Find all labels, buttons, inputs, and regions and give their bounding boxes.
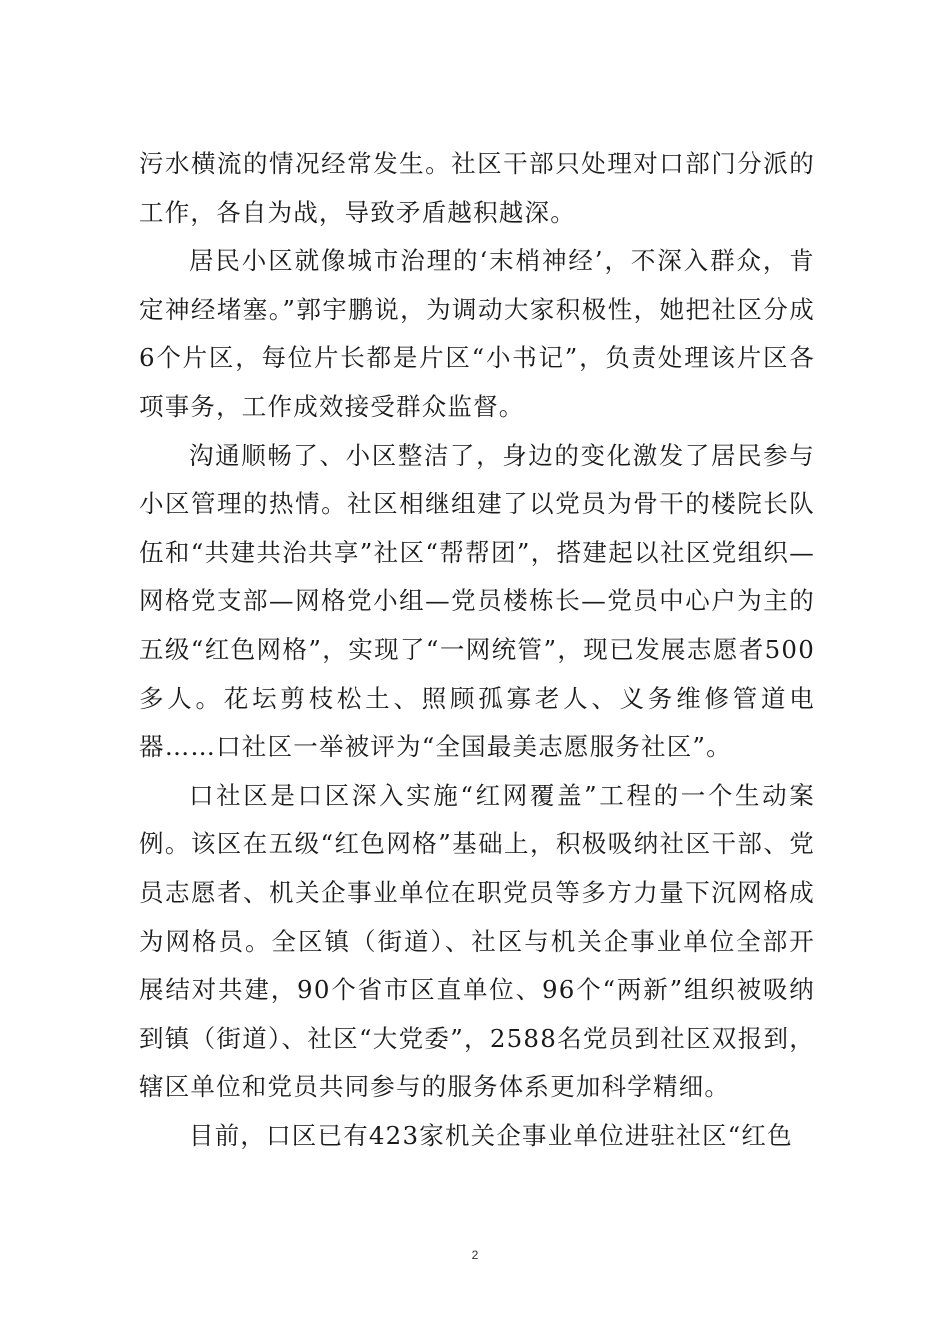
paragraph-current-status: 目前，口区已有423家机关企事业单位进驻社区“红色 — [189, 1120, 793, 1150]
document-body — [139, 140, 815, 1160]
page-number: 2 — [471, 1248, 479, 1262]
paragraph-volunteers: 沟通顺畅了、小区整洁了，身边的变化激发了居民参与小区管理的热情。社区相继组建了以党员为骨干的楼院长队伍和“共建共治共享”社区“帮帮团”，搭建起以社区党组织—网格党支部—网格党小组—党员楼栋长—党员中心户为主的五级“红色网格”，实现了“一网统管”，现已发展志愿者500多人。花坛剪枝松土、照顾孤寡老人、义务维修管道电器……口社区一举被评为“全国最美志愿服务社区”。 — [139, 440, 815, 762]
paragraph-red-network: 口社区是口区深入实施“红网覆盖”工程的一个生动案例。该区在五级“红色网格”基础上，积极吸纳社区干部、党员志愿者、机关企事业单位在职党员等多方力量下沉网格成为网格员。全区镇（街道）、社区与机关企事业单位全部开展结对共建，90个省市区直单位、96个“两新”组织被吸纳到镇（街道）、社区“大党委”，2588名党员到社区双报到，辖区单位和党员共同参与的服务体系更加科学精细。 — [139, 780, 815, 1102]
paragraph-quote-guo-yupeng: 居民小区就像城市治理的‘末梢神经’，不深入群众，肯定神经堵塞。”郭宇鹏说，为调动大家积极性，她把社区分成6个片区，每位片长都是片区“小书记”，负责处理该片区各项事务，工作成效接受群众监督。 — [139, 246, 815, 421]
paragraph-continuation: 污水横流的情况经常发生。社区干部只处理对口部门分派的工作，各自为战，导致矛盾越积越深。 — [139, 149, 815, 227]
